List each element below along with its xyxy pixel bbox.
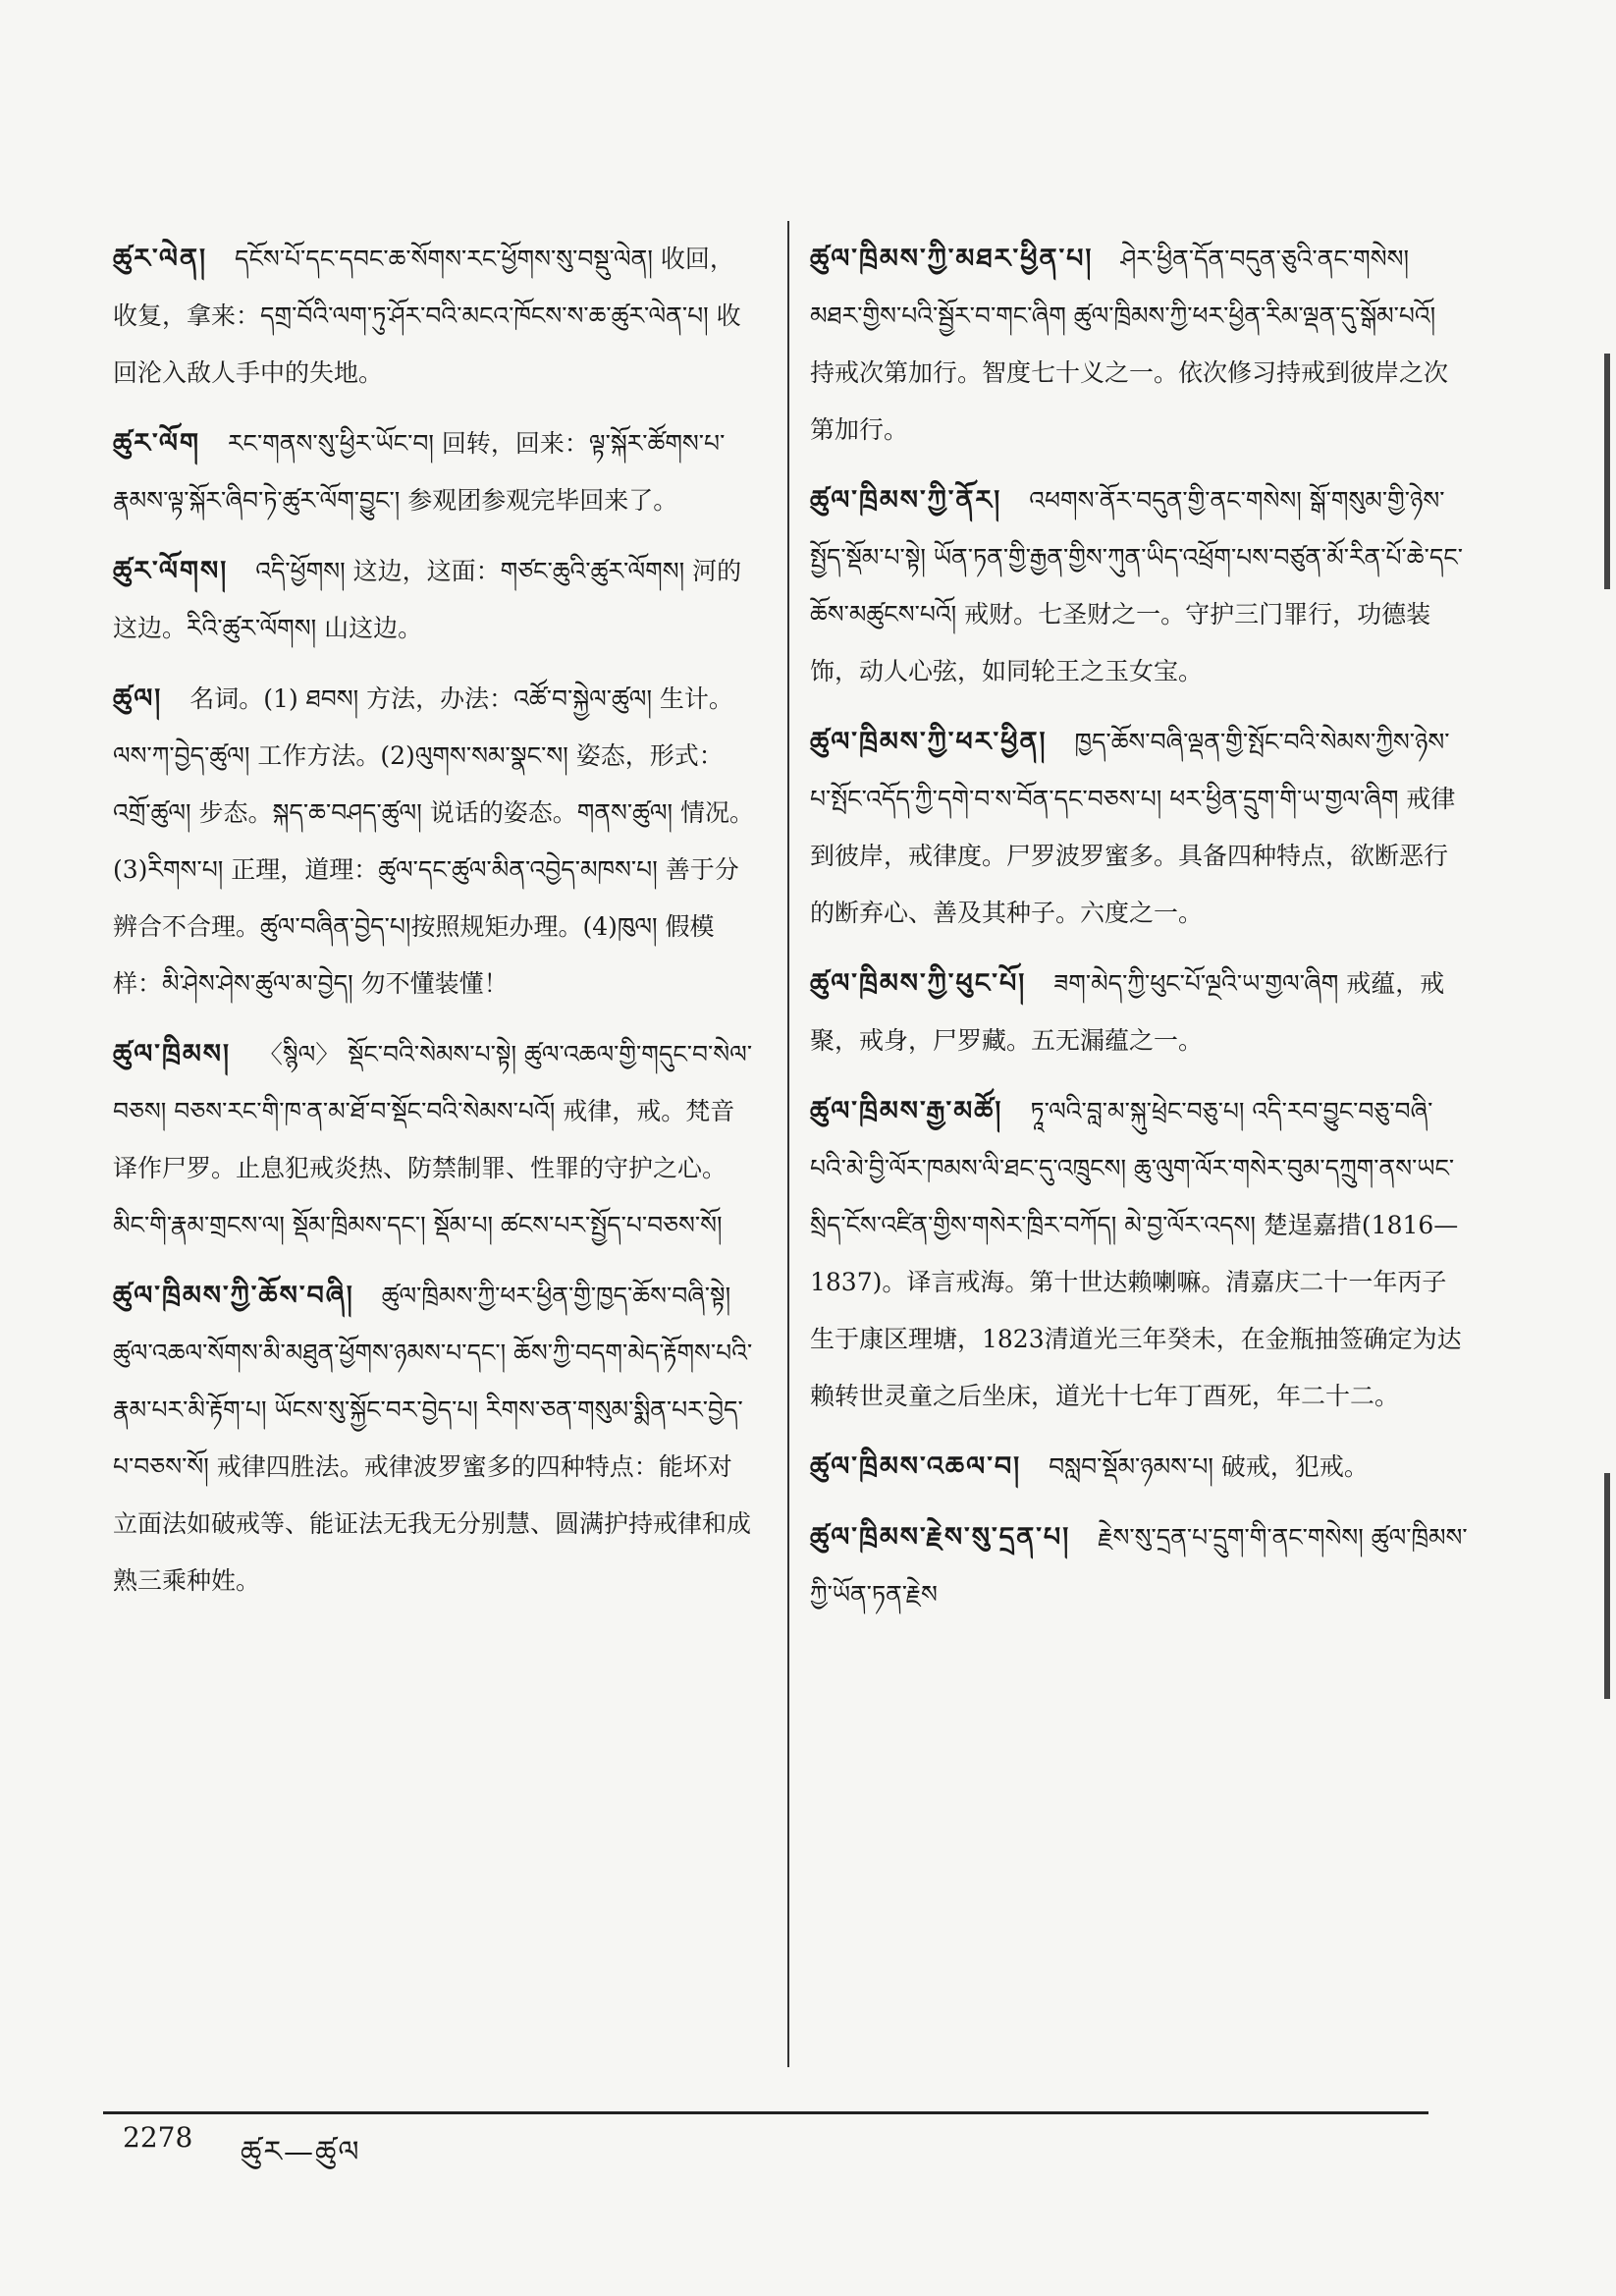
- scan-edge-marks: [1587, 0, 1616, 2296]
- entry-headword: ཚུལ་ཁྲིམས་ཀྱི་མཐར་ཕྱིན་པ།: [810, 244, 1094, 274]
- dictionary-entry: [113, 415, 756, 529]
- entry-text: 〈སྙིལ〉 སྡོང་བའི་སེམས་པ་སྟེ། ཚུལ་འཆལ་གྱི་གདུང་བ་སེལ་བཅས། བཅས་རང་གི་ཁ་ན་མ་ཐོ་བ་སྡོང་བའི་སེམས་པའོ། 戒律，戒。梵音译作尸罗。止息犯戒炎热、防禁制罪、性罪的守护之心。མིང་གི་རྣམ་གྲངས་ལ། སྡོམ་ཁྲིམས་དང་། སྡོམ་པ། ཚངས་པར་སྤྱོད་པ་བཅས་སོ།: [113, 1040, 753, 1239]
- dictionary-entry: [810, 1083, 1468, 1425]
- dictionary-entry: [113, 671, 756, 1012]
- entry-headword: ཚུལ་ཁྲིམས།: [113, 1039, 232, 1069]
- entry-headword: ཚུར་ལོགས།: [113, 556, 229, 586]
- entry-text: འཕགས་ནོར་བདུན་གྱི་ནང་གསེས། སྒོ་གསུམ་གྱི་ཉེས་སྤྱོད་སྡོམ་པ་སྟེ། ཡོན་ཏན་གྱི་རྒྱན་གྱིས་ཀུན་ཡིད་འཕྲོག་པས་བཙུན་མོ་རིན་པོ་ཆེ་དང་ཆོས་མཚུངས་པའོ། 戒财。七圣财之一。守护三门罪行，功德装饰，动人心弦，如同轮王之玉女宝。: [810, 486, 1463, 685]
- entry-headword: ཚུལ་ཁྲིམས་ཀྱི་ཆོས་བཞི།: [113, 1281, 354, 1311]
- dictionary-entry: [810, 231, 1468, 459]
- dictionary-entry: [810, 956, 1468, 1069]
- entry-headword: ཚུལ་ཁྲིམས་རྗེས་སུ་དྲན་པ།: [810, 1522, 1071, 1553]
- entry-text: བསླབ་སྡོམ་ཉམས་པ། 破戒，犯戒。: [1049, 1452, 1369, 1481]
- entry-text: 名词。(1) ཐབས། 方法，办法：འཚོ་བ་སྐྱེལ་ཚུལ། 生计。ལས་ཀ་བྱེད་ཚུལ། 工作方法。(2)ལུགས་སམ་སྣང་ས། 姿态，形式：འགྲོ་ཚུལ། 步态。སྐད་ཆ་བཤད་ཚུལ། 说话的姿态。གནས་ཚུལ། 情况。(3)རིགས་པ། 正理，道理：ཚུལ་དང་ཚུལ་མིན་འབྱེད་མཁས་པ། 善于分辨合不合理。ཚུལ་བཞིན་བྱེད་པ།按照规矩办理。(4)ཁུལ། 假模样：མི་ཤེས་ཤེས་ཚུལ་མ་བྱེད། 勿不懂装懂！: [113, 684, 755, 998]
- entry-text: ཁྱད་ཆོས་བཞི་ལྡན་གྱི་སྤོང་བའི་སེམས་ཀྱིས་ཉེས་པ་སྤོང་འདོད་ཀྱི་དགེ་བ་ས་བོན་དང་བཅས་པ། ཕར་ཕྱིན་དྲུག་གི་ཡ་གྱལ་ཞིག 戒律到彼岸，戒律度。尸罗波罗蜜多。具备四种特点，欲断恶行的断弃心、善及其种子。六度之一。: [810, 728, 1456, 927]
- dictionary-entry: [113, 231, 756, 402]
- entry-headword: ཚུལ་ཁྲིམས་རྒྱ་མཚོ།: [810, 1096, 1003, 1126]
- dictionary-entry: [113, 1268, 756, 1610]
- dictionary-entry: [810, 714, 1468, 942]
- entry-headword: ཚུལ་ཁྲིམས་ཀྱི་ནོར།: [810, 485, 1002, 516]
- dictionary-entry: [113, 543, 756, 657]
- entry-headword: ཚུར་ལེན།: [113, 244, 207, 274]
- scan-edge-mark: [1604, 1473, 1610, 1699]
- entry-headword: ཚུལ།: [113, 683, 163, 714]
- page-number: 2278: [123, 2121, 193, 2154]
- entry-text: དངོས་པོ་དང་དབང་ཆ་སོགས་རང་ཕྱོགས་སུ་བསྡུ་ལེན། 收回，收复，拿来：དགྲ་བོའི་ལག་ཏུ་ཤོར་བའི་མངའ་ཁོངས་ས་ཆ་ཚུར་ལེན་པ། 收回沦入敌人手中的失地。: [113, 245, 741, 387]
- column-divider: [787, 221, 789, 2067]
- entry-headword: ཚུལ་ཁྲིམས་ཀྱི་ཕར་ཕྱིན།: [810, 727, 1048, 757]
- dictionary-entry: [113, 1026, 756, 1254]
- entry-text: ཤེར་ཕྱིན་དོན་བདུན་ཅུའི་ནང་གསེས། མཐར་གྱིས་པའི་སྦྱོར་བ་གང་ཞིག ཚུལ་ཁྲིམས་ཀྱི་ཕར་ཕྱིན་རིམ་ལྡན་དུ་སྒོམ་པའོ། 持戒次第加行。智度七十义之一。依次修习持戒到彼岸之次第加行。: [810, 245, 1449, 444]
- running-head: ཚུར—ཚུལ: [241, 2135, 361, 2169]
- entry-headword: ཚུལ་ཁྲིམས་ཀྱི་ཕུང་པོ།: [810, 968, 1027, 999]
- entry-text: ཏཱ་ལའི་བླ་མ་སྐུ་ཕྲེང་བཅུ་པ། འདི་རབ་བྱུང་བཅུ་བཞི་པའི་མེ་བྱི་ལོར་ཁམས་ལི་ཐང་དུ་འཁྲུངས། ཆུ་ལུག་ལོར་གསེར་བུམ་དཀྲུག་ནས་ཡང་སྲིད་ངོས་འཛིན་གྱིས་གསེར་ཁྲིར་བཀོད། མེ་བྱ་ལོར་འདས། 楚逞嘉措(1816—1837)。译言戒海。第十世达赖喇嘛。清嘉庆二十一年丙子生于康区理塘，1823清道光三年癸未，在金瓶抽签确定为达赖转世灵童之后坐床，道光十七年丁酉死，年二十二。: [810, 1097, 1462, 1410]
- footer-rule: [103, 2111, 1428, 2114]
- entry-headword: ཚུལ་ཁྲིམས་འཆལ་བ།: [810, 1451, 1022, 1482]
- entry-text: ཟག་མེད་ཀྱི་ཕུང་པོ་ལྔའི་ཡ་གྱལ་ཞིག 戒蕴，戒聚，戒身，尸罗藏。五无漏蕴之一。: [810, 969, 1445, 1055]
- entry-headword: ཚུར་ལོག: [113, 428, 200, 459]
- dictionary-entry: [810, 1509, 1468, 1623]
- scan-edge-mark: [1604, 354, 1610, 589]
- entry-text: རྗེས་སུ་དྲན་པ་དྲུག་གི་ནང་གསེས། ཚུལ་ཁྲིམས་ཀྱི་ཡོན་ཏན་རྗེས: [810, 1523, 1468, 1609]
- dictionary-entry: [810, 1439, 1468, 1496]
- entry-text: འདི་ཕྱོགས། 这边，这面：གཙང་ཆུའི་ཚུར་ལོགས། 河的这边。རིའི་ཚུར་ལོགས། 山这边。: [113, 557, 742, 642]
- entry-text: རང་གནས་སུ་ཕྱིར་ཡོང་བ། 回转，回来：ལྟ་སྐོར་ཚོགས་པ་རྣམས་ལྟ་སྐོར་ཞིབ་ཏེ་ཚུར་ལོག་བྱུང་། 参观团参观完毕回来了。: [113, 429, 726, 515]
- right-column: [810, 231, 1468, 1637]
- dictionary-entry: [810, 472, 1468, 700]
- entry-text: ཚུལ་ཁྲིམས་ཀྱི་ཕར་ཕྱིན་གྱི་ཁྱད་ཆོས་བཞི་སྟེ། ཚུལ་འཆལ་སོགས་མི་མཐུན་ཕྱོགས་ཉམས་པ་དང་། ཆོས་ཀྱི་བདག་མེད་རྟོགས་པའི་རྣམ་པར་མི་རྟོག་པ། ཡོངས་སུ་སྐྱོང་བར་བྱེད་པ། རིགས་ཅན་གསུམ་སྨིན་པར་བྱེད་པ་བཅས་སོ། 戒律四胜法。戒律波罗蜜多的四种特点：能坏对立面法如破戒等、能证法无我无分别慧、圆满护持戒律和成熟三乘种姓。: [113, 1282, 753, 1595]
- left-column: [113, 231, 756, 1623]
